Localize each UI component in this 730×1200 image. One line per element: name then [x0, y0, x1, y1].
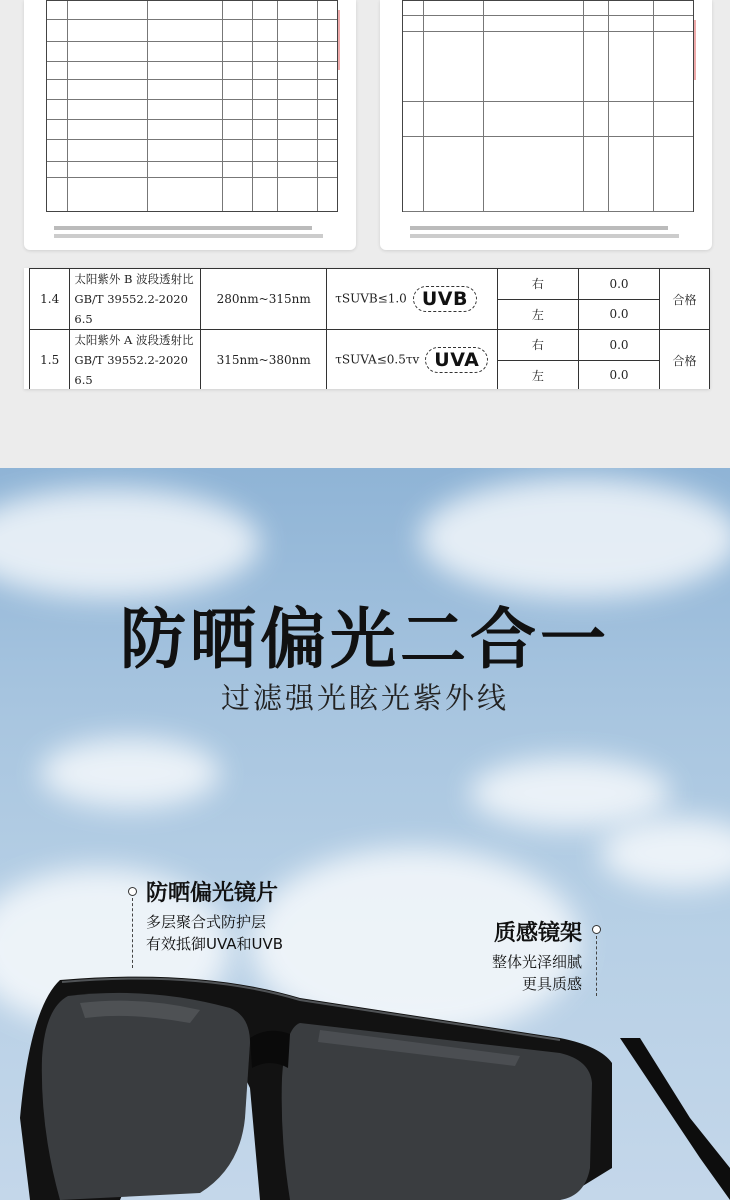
seal-mark: [694, 20, 712, 80]
hero-subtitle: 过滤强光眩光紫外线: [220, 681, 509, 715]
measured-value: 0.0: [578, 330, 659, 361]
feature-lens: [146, 876, 283, 955]
report-zoom-strip: [24, 268, 710, 389]
result: 合格: [660, 269, 710, 330]
wavelength-range: 280nm~315nm: [201, 269, 327, 330]
measured-value: 0.0: [578, 360, 659, 389]
wavelength-range: 315nm~380nm: [201, 330, 327, 390]
uv-test-table: [29, 268, 710, 389]
feature-frame-line2: 更具质感: [521, 975, 582, 993]
requirement: τSUVB≤1.0 UVB: [327, 269, 498, 330]
row-number: 1.5: [30, 330, 70, 390]
uvb-badge: UVB: [413, 286, 477, 312]
feature-lens-line1: 多层聚合式防护层: [146, 913, 267, 931]
side-left: 左: [497, 299, 578, 330]
sunglasses-image: [0, 968, 730, 1200]
seal-mark: [338, 10, 356, 70]
cloud: [470, 758, 670, 828]
callout-line-left: [132, 898, 133, 968]
requirement: τSUVA≤0.5τv UVA: [327, 330, 498, 390]
row-number: 1.4: [30, 269, 70, 330]
test-item: 太阳紫外 B 波段透射比 GB/T 39552.2-2020 6.5: [70, 269, 201, 330]
report-page-left: [24, 0, 356, 250]
measured-value: 0.0: [578, 299, 659, 330]
feature-lens-heading: 防晒偏光镜片: [146, 881, 279, 906]
hero-banner: [0, 468, 730, 1200]
callout-dot-right: [592, 925, 601, 934]
hero-title: 防晒偏光二合一: [120, 601, 610, 678]
left-lens: [42, 993, 250, 1200]
cloud: [600, 818, 730, 888]
report-page-right: [380, 0, 712, 250]
result: 合格: [660, 330, 710, 390]
measured-value: 0.0: [578, 269, 659, 300]
report-table-left: [46, 0, 338, 212]
side-right: 右: [497, 330, 578, 361]
cloud: [40, 738, 220, 808]
report-footer: [54, 226, 334, 238]
report-section: [0, 0, 730, 468]
side-left: 左: [497, 360, 578, 389]
report-table-right: [402, 0, 694, 212]
cloud: [0, 488, 260, 598]
cloud: [420, 478, 730, 598]
feature-lens-line2: 有效抵御UVA和UVB: [146, 935, 284, 953]
feature-frame-heading: 质感镜架: [493, 921, 582, 946]
feature-frame-line1: 整体光泽细腻: [491, 953, 582, 971]
side-right: 右: [497, 269, 578, 300]
test-item: 太阳紫外 A 波段透射比 GB/T 39552.2-2020 6.5: [70, 330, 201, 390]
uva-badge: UVA: [425, 347, 488, 373]
report-footer: [410, 226, 690, 238]
callout-dot-left: [128, 887, 137, 896]
